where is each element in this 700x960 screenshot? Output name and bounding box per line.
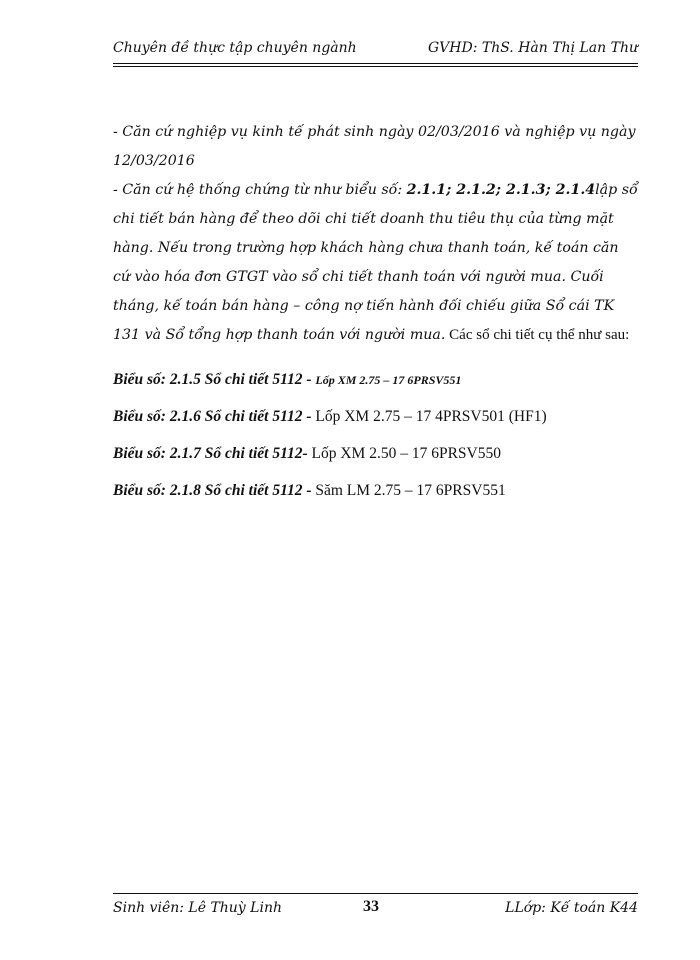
body-text: [113, 118, 638, 350]
list-item-label: Biểu số: 2.1.5 Sổ chi tiết 5112 -: [113, 371, 316, 388]
list-item-desc: Lốp XM 2.75 – 17 4PRSV501 (HF1): [315, 408, 547, 425]
list-item: [113, 479, 653, 516]
footer-rule: [113, 893, 638, 894]
header-supervisor: GVHD: ThS. Hàn Thị Lan Thư: [427, 40, 638, 56]
page-footer: [113, 898, 638, 920]
paragraph-2-tail: Các sổ chi tiết cụ thể như sau:: [445, 327, 630, 343]
list-item-label: Biểu số: 2.1.8 Sổ chi tiết 5112 -: [113, 482, 316, 499]
ledger-list: [113, 368, 653, 516]
header-rule-thin: [113, 66, 638, 67]
list-item: [113, 368, 653, 405]
list-item-label: Biểu số: 2.1.6 Sổ chi tiết 5112 -: [113, 408, 316, 425]
paragraph-2: [113, 176, 638, 350]
footer-student: Sinh viên: Lê Thuỳ Linh: [113, 900, 282, 916]
list-item-desc: Săm LM 2.75 – 17 6PRSV551: [315, 482, 506, 499]
list-item-label: Biểu số: 2.1.7 Sổ chi tiết 5112-: [113, 445, 312, 462]
paragraph-2-body: lập sổ chi tiết bán hàng để theo dõi chi tiết doanh thu tiêu thụ của từng mặt hàng. Nếu trong trường hợp khách hàng chưa thanh toán, kế toán căn cứ vào hóa đơn GTGT vào sổ chi tiết thanh toán với người mua. Cuối tháng, kế toán bán hàng – công nợ tiến hành đối chiếu giữa Sổ cái TK 131 và Sổ tổng hợp thanh toán với người mua.: [113, 182, 638, 343]
page-number: 33: [363, 898, 379, 915]
list-item: [113, 442, 653, 479]
paragraph-2-refs: 2.1.1; 2.1.2; 2.1.3; 2.1.4: [406, 182, 596, 198]
list-item: [113, 405, 653, 442]
paragraph-2-intro: - Căn cứ hệ thống chứng từ như biểu số:: [113, 182, 407, 198]
paragraph-1: - Căn cứ nghiệp vụ kinh tế phát sinh ngày 02/03/2016 và nghiệp vụ ngày 12/03/2016: [113, 124, 636, 169]
list-item-desc: Lốp XM 2.75 – 17 6PRSV551: [315, 373, 462, 387]
list-item-desc: Lốp XM 2.50 – 17 6PRSV550: [311, 445, 501, 462]
footer-class: LLớp: Kế toán K44: [505, 900, 638, 916]
page-header: [113, 40, 638, 62]
header-course-title: Chuyên đề thực tập chuyên ngành: [113, 40, 357, 56]
header-rule: [113, 63, 638, 64]
